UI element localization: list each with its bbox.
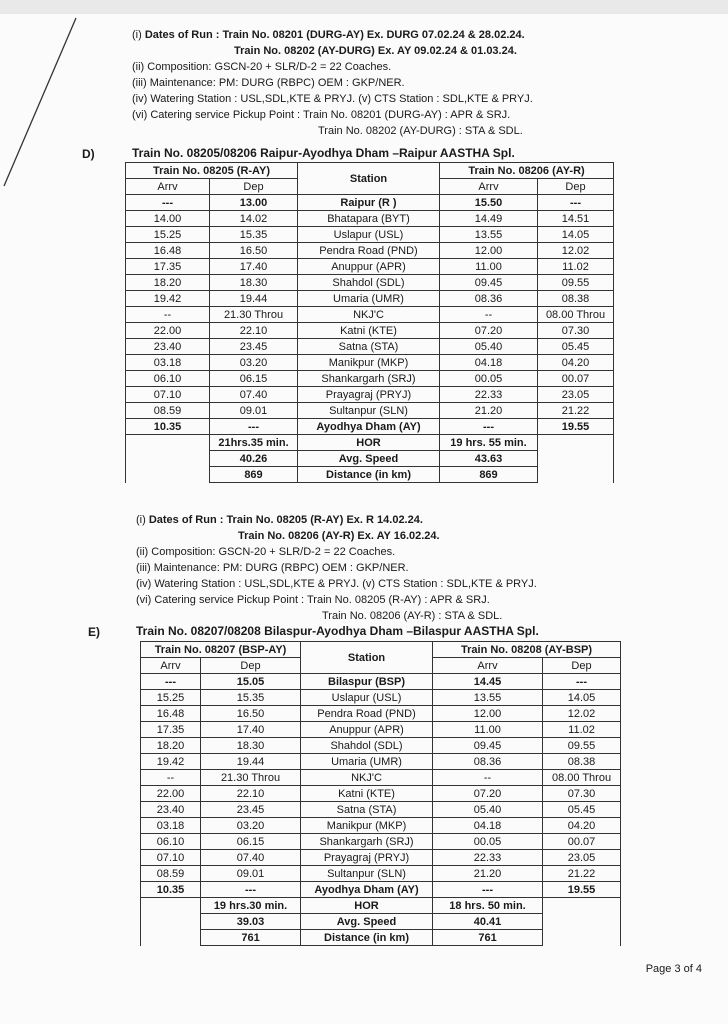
table-cell: 40.41 xyxy=(433,914,543,930)
table-cell: 869 xyxy=(210,467,298,483)
note-line xyxy=(136,560,537,576)
summary-row xyxy=(141,930,621,946)
table-cell: Sultanpur (SLN) xyxy=(298,403,440,419)
table-cell: 19 hrs.30 min. xyxy=(201,898,301,914)
table-cell: 17.40 xyxy=(210,259,298,275)
table-cell: Umaria (UMR) xyxy=(298,291,440,307)
table-cell: Uslapur (USL) xyxy=(301,690,433,706)
note-text: (iv) Watering Station : USL,SDL,KTE & PRYJ. (v) CTS Station : SDL,KTE & PRYJ. xyxy=(136,578,537,590)
empty-cell xyxy=(126,467,210,483)
header-train-left: Train No. 08207 (BSP-AY) xyxy=(141,642,301,658)
table-cell: 06.10 xyxy=(141,834,201,850)
table-cell: 00.07 xyxy=(538,371,614,387)
table-cell: 14.05 xyxy=(538,227,614,243)
note-line xyxy=(136,592,537,608)
table-cell: 21.22 xyxy=(538,403,614,419)
note-text: (vi) Catering service Pickup Point : Train No. 08201 (DURG-AY) : APR & SRJ. xyxy=(132,109,511,121)
note-bold-text: Dates of Run : Train No. 08205 (R-AY) Ex. R 14.02.24. xyxy=(148,514,423,526)
table-cell: 14.49 xyxy=(440,211,538,227)
header-dep: Dep xyxy=(543,658,621,674)
table-row xyxy=(126,195,614,211)
table-cell: 17.35 xyxy=(126,259,210,275)
empty-cell xyxy=(538,451,614,467)
table-cell: 15.50 xyxy=(440,195,538,211)
table-cell: Manikpur (MKP) xyxy=(298,355,440,371)
note-text: (iv) Watering Station : USL,SDL,KTE & PRYJ. (v) CTS Station : SDL,KTE & PRYJ. xyxy=(132,93,533,105)
table-cell: 07.10 xyxy=(126,387,210,403)
empty-cell xyxy=(126,435,210,451)
note-text: (ii) Composition: GSCN-20 + SLR/D-2 = 22 Coaches. xyxy=(132,61,392,73)
table-cell: NKJ'C xyxy=(301,770,433,786)
table-cell: 12.02 xyxy=(543,706,621,722)
note-line xyxy=(132,107,533,123)
header-arrv: Arrv xyxy=(433,658,543,674)
table-cell: Satna (STA) xyxy=(298,339,440,355)
table-cell: 16.50 xyxy=(201,706,301,722)
table-cell: 21.22 xyxy=(543,866,621,882)
table-cell: 08.00 Throu xyxy=(543,770,621,786)
table-cell: 09.01 xyxy=(201,866,301,882)
table-row xyxy=(126,227,614,243)
header-train-right: Train No. 08206 (AY-R) xyxy=(440,163,614,179)
note-line xyxy=(132,43,533,59)
table-cell: 14.00 xyxy=(126,211,210,227)
table-cell: Distance (in km) xyxy=(298,467,440,483)
table-cell: 08.36 xyxy=(433,754,543,770)
header-dep: Dep xyxy=(201,658,301,674)
table-cell: 22.00 xyxy=(126,323,210,339)
table-cell: 03.18 xyxy=(141,818,201,834)
table-cell: 15.35 xyxy=(210,227,298,243)
note-bold-text: Train No. 08206 (AY-R) Ex. AY 16.02.24. xyxy=(238,530,440,542)
table-cell: 07.40 xyxy=(201,850,301,866)
table-cell: NKJ'C xyxy=(298,307,440,323)
table-cell: --- xyxy=(210,419,298,435)
table-cell: 05.45 xyxy=(538,339,614,355)
table-header-row xyxy=(126,163,614,179)
table-cell: 12.00 xyxy=(440,243,538,259)
note-line xyxy=(136,528,537,544)
table-cell: 21.20 xyxy=(433,866,543,882)
table-cell: -- xyxy=(433,770,543,786)
header-train-right: Train No. 08208 (AY-BSP) xyxy=(433,642,621,658)
table-cell: 09.45 xyxy=(433,738,543,754)
table-cell: 08.00 Throu xyxy=(538,307,614,323)
table-row xyxy=(126,259,614,275)
table-cell: Shahdol (SDL) xyxy=(301,738,433,754)
table-cell: 18.30 xyxy=(201,738,301,754)
table-row xyxy=(126,371,614,387)
table-cell: -- xyxy=(126,307,210,323)
table-cell: 04.20 xyxy=(543,818,621,834)
table-row xyxy=(126,323,614,339)
note-line xyxy=(132,123,533,139)
table-row xyxy=(141,738,621,754)
empty-cell xyxy=(543,914,621,930)
table-cell: Katni (KTE) xyxy=(301,786,433,802)
table-cell: 19.55 xyxy=(543,882,621,898)
note-bold-text: Dates of Run : Train No. 08201 (DURG-AY) Ex. DURG 07.02.24 & 28.02.24. xyxy=(144,29,525,41)
empty-cell xyxy=(538,467,614,483)
table-cell: 15.25 xyxy=(126,227,210,243)
table-row xyxy=(141,722,621,738)
table-row xyxy=(126,419,614,435)
table-cell: 07.40 xyxy=(210,387,298,403)
summary-row xyxy=(141,898,621,914)
table-row xyxy=(126,275,614,291)
section-letter-d: D) xyxy=(82,147,95,161)
table-cell: 06.10 xyxy=(126,371,210,387)
table-cell: Bilaspur (BSP) xyxy=(301,674,433,690)
note-line xyxy=(136,608,537,624)
table-cell: 04.18 xyxy=(433,818,543,834)
table-cell: Katni (KTE) xyxy=(298,323,440,339)
table-cell: 00.05 xyxy=(433,834,543,850)
header-dep: Dep xyxy=(538,179,614,195)
table-cell: 11.02 xyxy=(538,259,614,275)
table-cell: 22.10 xyxy=(201,786,301,802)
note-line xyxy=(132,27,533,43)
table-cell: Prayagraj (PRYJ) xyxy=(298,387,440,403)
header-station: Station xyxy=(298,163,440,195)
header-train-left: Train No. 08205 (R-AY) xyxy=(126,163,298,179)
table-cell: 16.48 xyxy=(126,243,210,259)
table-cell: 05.40 xyxy=(440,339,538,355)
note-prefix: (i) xyxy=(132,29,145,41)
table-cell: 13.00 xyxy=(210,195,298,211)
note-line xyxy=(132,59,533,75)
table-cell: 07.30 xyxy=(543,786,621,802)
note-text: (vi) Catering service Pickup Point : Train No. 08205 (R-AY) : APR & SRJ. xyxy=(136,594,490,606)
table-row xyxy=(126,291,614,307)
table-row xyxy=(141,754,621,770)
timetable-08205-08206 xyxy=(125,162,614,483)
table-row xyxy=(141,818,621,834)
train-notes-08205 xyxy=(136,512,537,624)
table-cell: 19.55 xyxy=(538,419,614,435)
table-cell: 05.45 xyxy=(543,802,621,818)
table-cell: 07.20 xyxy=(440,323,538,339)
table-row xyxy=(141,690,621,706)
table-cell: 11.00 xyxy=(440,259,538,275)
table-cell: 23.40 xyxy=(126,339,210,355)
table-cell: 14.45 xyxy=(433,674,543,690)
table-cell: 19 hrs. 55 min. xyxy=(440,435,538,451)
table-cell: 03.20 xyxy=(210,355,298,371)
table-cell: 05.40 xyxy=(433,802,543,818)
table-row xyxy=(126,243,614,259)
table-cell: --- xyxy=(440,419,538,435)
table-cell: 07.30 xyxy=(538,323,614,339)
note-text: Train No. 08206 (AY-R) : STA & SDL. xyxy=(322,610,503,622)
table-cell: HOR xyxy=(301,898,433,914)
table-cell: 23.05 xyxy=(543,850,621,866)
empty-cell xyxy=(141,930,201,946)
table-cell: 23.05 xyxy=(538,387,614,403)
pen-stroke-mark xyxy=(0,0,80,200)
table-cell: --- xyxy=(141,674,201,690)
table-cell: 11.02 xyxy=(543,722,621,738)
empty-cell xyxy=(141,898,201,914)
table-row xyxy=(126,211,614,227)
table-cell: --- xyxy=(433,882,543,898)
table-cell: Satna (STA) xyxy=(301,802,433,818)
table-cell: --- xyxy=(126,195,210,211)
table-cell: 07.20 xyxy=(433,786,543,802)
summary-row xyxy=(126,435,614,451)
table-cell: Bhatapara (BYT) xyxy=(298,211,440,227)
table-cell: -- xyxy=(141,770,201,786)
table-cell: Shankargarh (SRJ) xyxy=(298,371,440,387)
header-arrv: Arrv xyxy=(440,179,538,195)
table-cell: 21.30 Throu xyxy=(201,770,301,786)
table-cell: 18.20 xyxy=(141,738,201,754)
empty-cell xyxy=(126,451,210,467)
header-station: Station xyxy=(301,642,433,674)
section-title-d: Train No. 08205/08206 Raipur-Ayodhya Dham –Raipur AASTHA Spl. xyxy=(132,146,515,160)
table-cell: 761 xyxy=(201,930,301,946)
table-cell: 21.20 xyxy=(440,403,538,419)
table-cell: HOR xyxy=(298,435,440,451)
table-cell: Shankargarh (SRJ) xyxy=(301,834,433,850)
note-text: (ii) Composition: GSCN-20 + SLR/D-2 = 22 Coaches. xyxy=(136,546,396,558)
table-cell: 14.51 xyxy=(538,211,614,227)
table-row xyxy=(126,307,614,323)
table-cell: 14.05 xyxy=(543,690,621,706)
table-cell: 19.44 xyxy=(210,291,298,307)
table-cell: 23.45 xyxy=(201,802,301,818)
note-line xyxy=(132,75,533,91)
header-dep: Dep xyxy=(210,179,298,195)
table-cell: Anuppur (APR) xyxy=(298,259,440,275)
table-cell: Avg. Speed xyxy=(298,451,440,467)
table-cell: 18 hrs. 50 min. xyxy=(433,898,543,914)
table-row xyxy=(126,387,614,403)
table-cell: Ayodhya Dham (AY) xyxy=(298,419,440,435)
table-cell: 22.10 xyxy=(210,323,298,339)
table-cell: 09.55 xyxy=(538,275,614,291)
table-cell: 06.15 xyxy=(201,834,301,850)
table-cell: 08.59 xyxy=(126,403,210,419)
header-arrv: Arrv xyxy=(141,658,201,674)
table-cell: 14.02 xyxy=(210,211,298,227)
summary-row xyxy=(126,467,614,483)
table-cell: 21hrs.35 min. xyxy=(210,435,298,451)
note-line xyxy=(132,91,533,107)
table-cell: 22.33 xyxy=(440,387,538,403)
table-cell: 17.35 xyxy=(141,722,201,738)
note-line xyxy=(136,576,537,592)
table-cell: 06.15 xyxy=(210,371,298,387)
table-cell: 43.63 xyxy=(440,451,538,467)
train-notes-08201 xyxy=(132,27,533,139)
table-cell: 00.05 xyxy=(440,371,538,387)
table-header-row xyxy=(141,642,621,658)
section-title-e: Train No. 08207/08208 Bilaspur-Ayodhya Dham –Bilaspur AASTHA Spl. xyxy=(136,624,539,638)
table-cell: 40.26 xyxy=(210,451,298,467)
table-cell: --- xyxy=(201,882,301,898)
section-letter-e: E) xyxy=(88,625,100,639)
table-cell: 15.25 xyxy=(141,690,201,706)
table-row xyxy=(141,706,621,722)
table-cell: 04.18 xyxy=(440,355,538,371)
table-cell: 09.45 xyxy=(440,275,538,291)
table-cell: 09.55 xyxy=(543,738,621,754)
note-line xyxy=(136,544,537,560)
table-cell: 11.00 xyxy=(433,722,543,738)
table-row xyxy=(141,770,621,786)
table-cell: Umaria (UMR) xyxy=(301,754,433,770)
table-cell: Anuppur (APR) xyxy=(301,722,433,738)
table-cell: 23.40 xyxy=(141,802,201,818)
empty-cell xyxy=(543,898,621,914)
table-cell: 18.20 xyxy=(126,275,210,291)
summary-row xyxy=(141,914,621,930)
table-cell: Ayodhya Dham (AY) xyxy=(301,882,433,898)
table-cell: --- xyxy=(538,195,614,211)
table-cell: -- xyxy=(440,307,538,323)
table-cell: 19.44 xyxy=(201,754,301,770)
table-cell: 03.18 xyxy=(126,355,210,371)
scan-top-edge xyxy=(0,0,728,14)
table-cell: 07.10 xyxy=(141,850,201,866)
timetable-08207-08208 xyxy=(140,641,621,946)
table-cell: 15.05 xyxy=(201,674,301,690)
table-cell: 16.50 xyxy=(210,243,298,259)
table-cell: 12.02 xyxy=(538,243,614,259)
table-row xyxy=(141,866,621,882)
table-row xyxy=(141,802,621,818)
table-cell: 17.40 xyxy=(201,722,301,738)
note-text: (iii) Maintenance: PM: DURG (RBPC) OEM : GKP/NER. xyxy=(136,562,409,574)
table-cell: 21.30 Throu xyxy=(210,307,298,323)
table-cell: Prayagraj (PRYJ) xyxy=(301,850,433,866)
empty-cell xyxy=(543,930,621,946)
table-cell: 09.01 xyxy=(210,403,298,419)
empty-cell xyxy=(538,435,614,451)
table-cell: 08.36 xyxy=(440,291,538,307)
page-number: Page 3 of 4 xyxy=(645,963,702,975)
table-cell: 10.35 xyxy=(126,419,210,435)
table-cell: 18.30 xyxy=(210,275,298,291)
table-cell: 15.35 xyxy=(201,690,301,706)
table-cell: 19.42 xyxy=(141,754,201,770)
note-line xyxy=(136,512,537,528)
table-cell: --- xyxy=(543,674,621,690)
table-cell: 03.20 xyxy=(201,818,301,834)
table-row xyxy=(141,674,621,690)
table-cell: 761 xyxy=(433,930,543,946)
table-cell: 39.03 xyxy=(201,914,301,930)
table-cell: 04.20 xyxy=(538,355,614,371)
table-row xyxy=(141,850,621,866)
table-cell: Pendra Road (PND) xyxy=(298,243,440,259)
table-cell: 869 xyxy=(440,467,538,483)
table-cell: 16.48 xyxy=(141,706,201,722)
table-row xyxy=(141,882,621,898)
table-cell: Shahdol (SDL) xyxy=(298,275,440,291)
table-cell: 22.00 xyxy=(141,786,201,802)
table-cell: 08.38 xyxy=(543,754,621,770)
table-row xyxy=(126,403,614,419)
empty-cell xyxy=(141,914,201,930)
table-cell: 00.07 xyxy=(543,834,621,850)
table-cell: Uslapur (USL) xyxy=(298,227,440,243)
table-cell: 08.59 xyxy=(141,866,201,882)
table-row xyxy=(141,834,621,850)
table-cell: 12.00 xyxy=(433,706,543,722)
table-row xyxy=(141,786,621,802)
summary-row xyxy=(126,451,614,467)
note-text: Train No. 08202 (AY-DURG) : STA & SDL. xyxy=(318,125,523,137)
table-cell: Avg. Speed xyxy=(301,914,433,930)
table-cell: 13.55 xyxy=(433,690,543,706)
table-cell: Pendra Road (PND) xyxy=(301,706,433,722)
table-cell: 23.45 xyxy=(210,339,298,355)
table-cell: 10.35 xyxy=(141,882,201,898)
table-row xyxy=(126,355,614,371)
table-cell: Raipur (R ) xyxy=(298,195,440,211)
header-arrv: Arrv xyxy=(126,179,210,195)
table-cell: Distance (in km) xyxy=(301,930,433,946)
table-cell: 22.33 xyxy=(433,850,543,866)
table-cell: Sultanpur (SLN) xyxy=(301,866,433,882)
note-bold-text: Train No. 08202 (AY-DURG) Ex. AY 09.02.24 & 01.03.24. xyxy=(234,45,517,57)
table-cell: 13.55 xyxy=(440,227,538,243)
note-prefix: (i) xyxy=(136,514,149,526)
table-cell: 08.38 xyxy=(538,291,614,307)
table-cell: Manikpur (MKP) xyxy=(301,818,433,834)
note-text: (iii) Maintenance: PM: DURG (RBPC) OEM : GKP/NER. xyxy=(132,77,405,89)
table-row xyxy=(126,339,614,355)
table-cell: 19.42 xyxy=(126,291,210,307)
